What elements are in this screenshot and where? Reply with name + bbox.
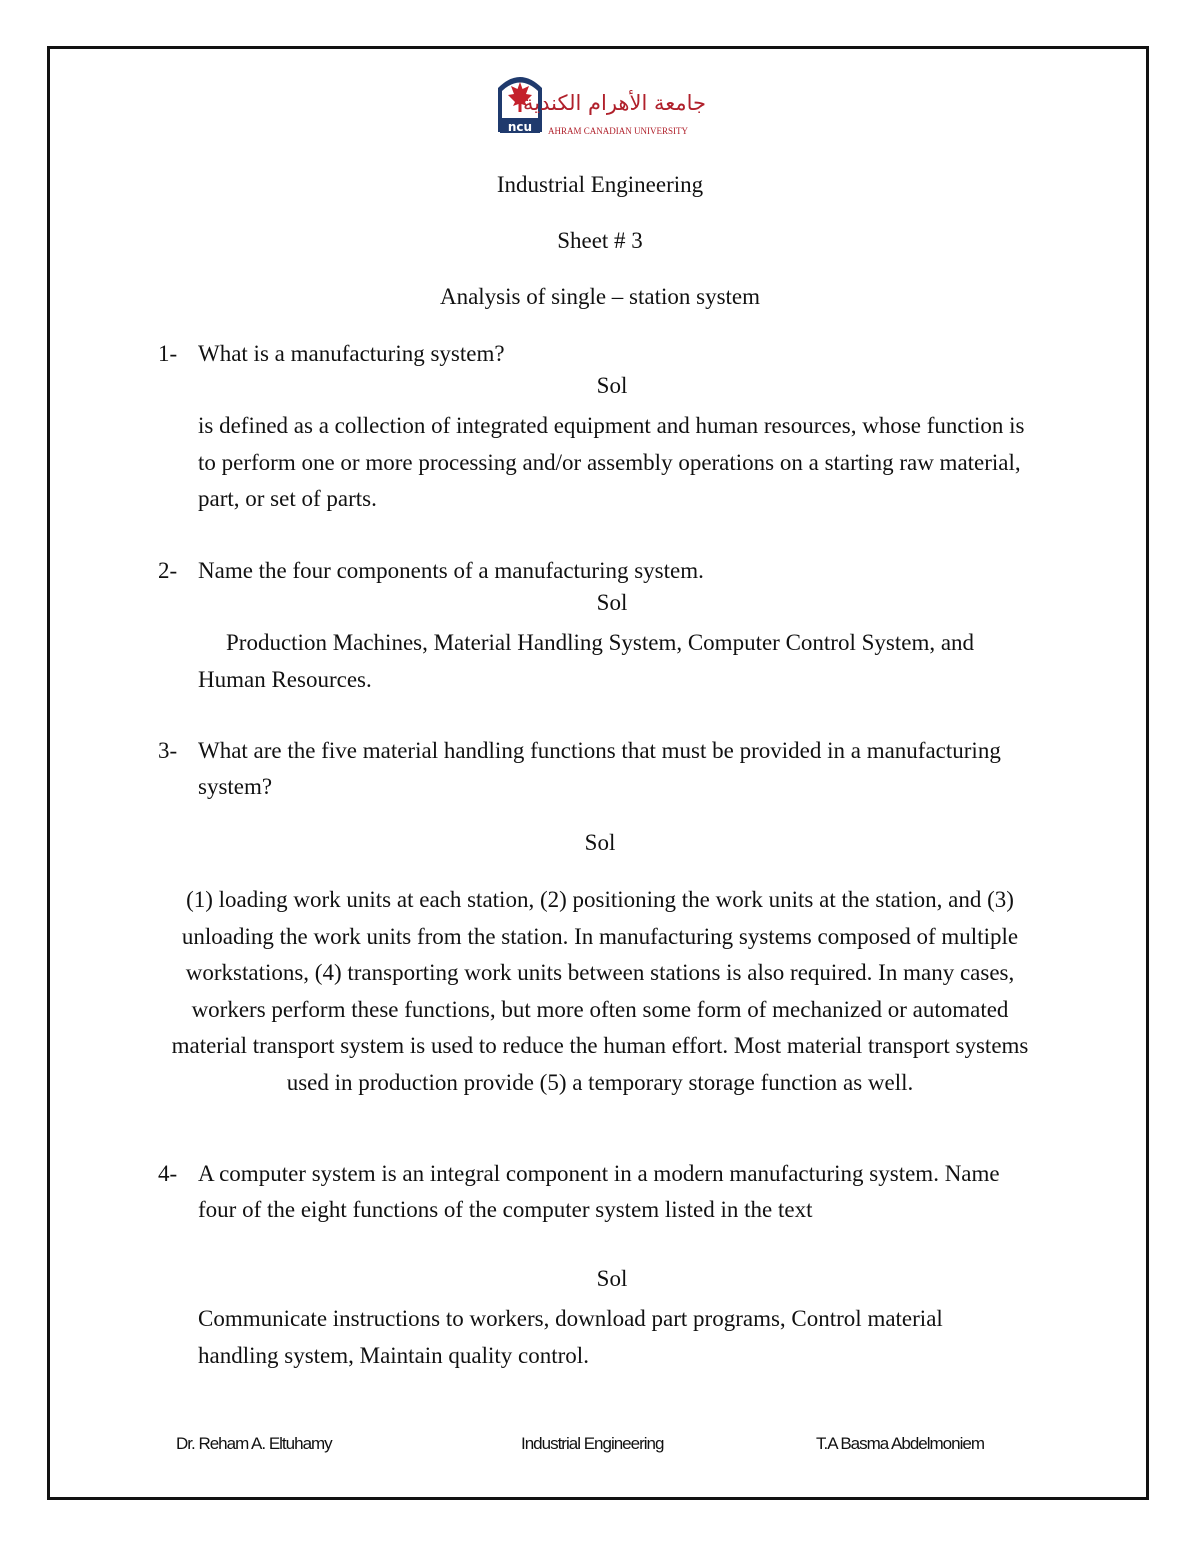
sol-label: Sol — [584, 830, 616, 855]
question-number: 3- — [158, 738, 178, 763]
answer-3: (1) loading work units at each station, (2) positioning the work units at the station, and (3) unloading the work units from the station. In manufacturing systems composed of multiple workstations, (4) transporting work units between stations is also required. In many cases, workers perform these functions, but more often some form of mechanized or automated material transport system is used to reduce the human effort. Most material transport systems used in production provide (5) a temporary storage function as well. — [171, 887, 1029, 1095]
university-logo — [496, 72, 708, 140]
sol-label: Sol — [596, 373, 628, 398]
sheet-topic: Analysis of single – station system — [439, 284, 761, 309]
question-number: 4- — [158, 1161, 178, 1186]
question-3 — [158, 733, 1038, 805]
footer-assistant: T.A Basma Abdelmoniem — [816, 1434, 984, 1453]
footer-instructor: Dr. Reham A. Eltuhamy — [176, 1434, 332, 1453]
course-title: Industrial Engineering — [496, 172, 704, 197]
sol-label: Sol — [596, 1266, 628, 1291]
question-text: What is a manufacturing system? — [198, 341, 505, 366]
question-2 — [158, 553, 1038, 589]
sheet-number: Sheet # 3 — [557, 228, 643, 253]
answer-1: is defined as a collection of integrated equipment and human resources, whose function is to perform one or more processing and/or assembly operations on a starting raw material, part, or set of parts. — [198, 413, 1025, 511]
sol-label: Sol — [596, 590, 628, 615]
question-text: A computer system is an integral component in a modern manufacturing system. Name four of the eight functions of the computer system listed in the text — [198, 1161, 1000, 1222]
svg-text:AHRAM CANADIAN UNIVERSITY: AHRAM CANADIAN UNIVERSITY — [548, 126, 688, 136]
question-text: What are the five material handling functions that must be provided in a manufacturing system? — [198, 738, 1001, 799]
question-text: Name the four components of a manufacturing system. — [198, 558, 704, 583]
question-number: 1- — [158, 341, 178, 366]
answer-4: Communicate instructions to workers, download part programs, Control material handling system, Maintain quality control. — [198, 1306, 943, 1368]
question-4 — [158, 1156, 1038, 1228]
question-number: 2- — [158, 558, 178, 583]
question-1 — [158, 336, 1038, 372]
svg-text:ncu: ncu — [507, 120, 533, 134]
footer-course: Industrial Engineering — [521, 1434, 664, 1453]
answer-2: Production Machines, Material Handling System, Computer Control System, and Human Resources. — [198, 630, 975, 692]
ncu-emblem-icon — [496, 72, 708, 140]
svg-text:جامعة الأهرام الكندية: جامعة الأهرام الكندية — [523, 91, 706, 115]
